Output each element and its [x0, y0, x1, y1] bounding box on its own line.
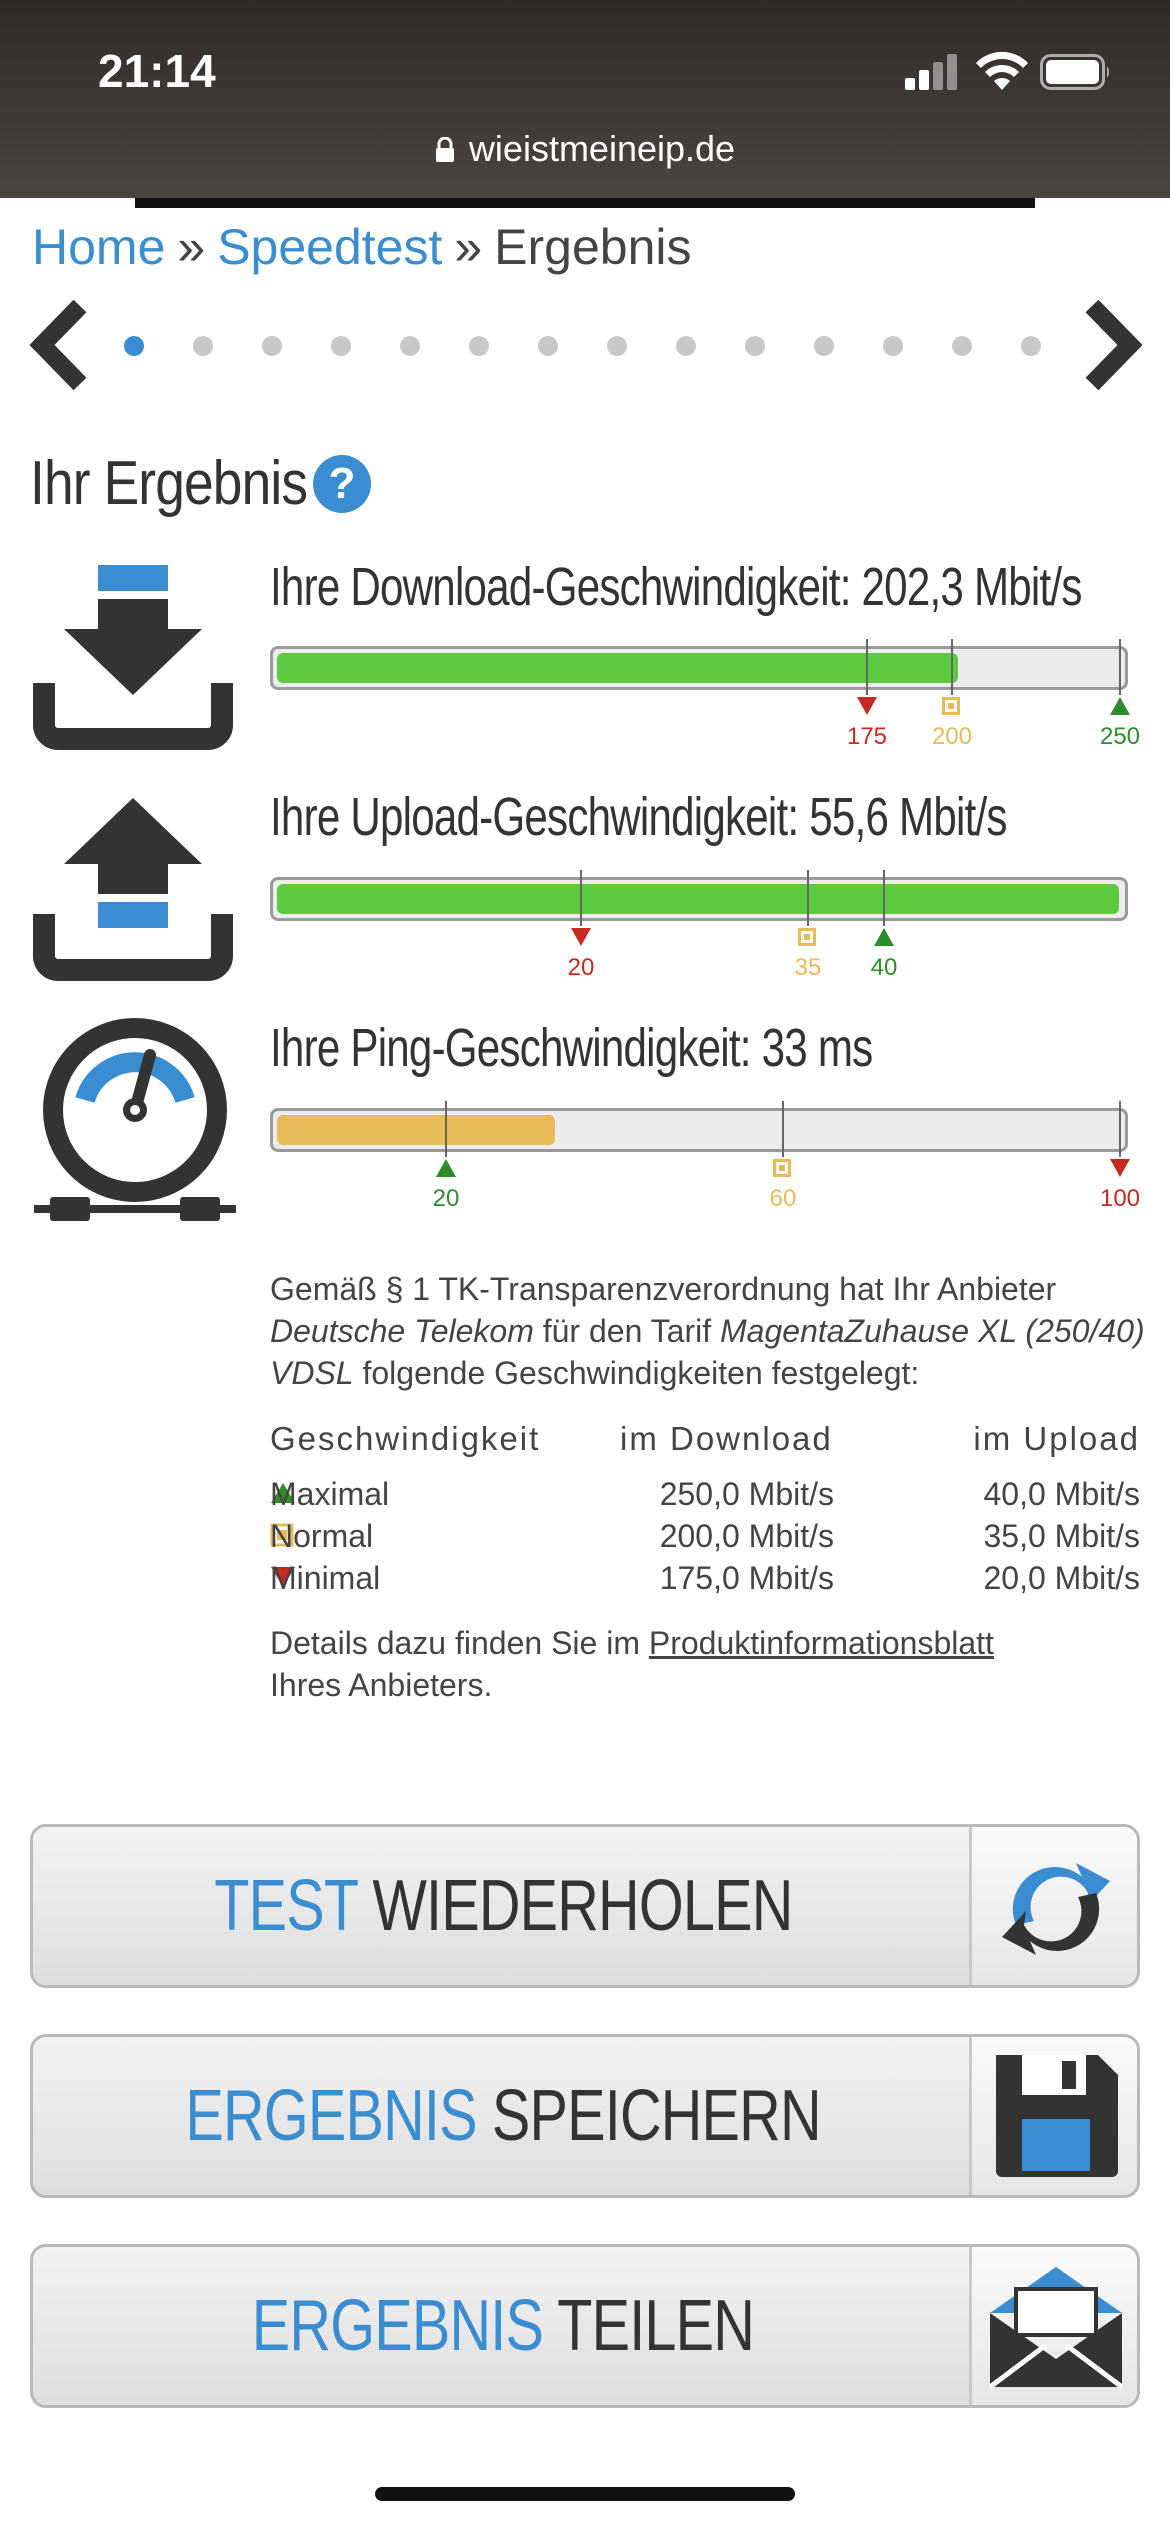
- table-header-download: im Download: [620, 1420, 833, 1457]
- carousel-dot[interactable]: [1021, 336, 1041, 356]
- share-result-label-blue: ERGEBNIS: [251, 2286, 544, 2366]
- repeat-test-label: [33, 1827, 973, 1985]
- wifi-icon: [975, 50, 1029, 92]
- breadcrumb-current: Ergebnis: [494, 219, 692, 275]
- bar-tick: [807, 870, 809, 926]
- upload-speed-title: Ihre Upload-Geschwindigkeit: 55,6 Mbit/s: [270, 787, 1007, 847]
- minimum-marker: [571, 928, 591, 946]
- upload-speed-fill: [277, 884, 1119, 914]
- bar-tick: [580, 870, 582, 926]
- table-cell-upload: 40,0 Mbit/s: [983, 1476, 1140, 1512]
- save-result-label: [33, 2037, 973, 2195]
- details-prefix: Details dazu finden Sie im: [270, 1625, 649, 1661]
- header-divider: [135, 198, 1035, 208]
- breadcrumb: [32, 218, 692, 276]
- battery-icon: [1040, 54, 1112, 90]
- save-result-label-dark: SPEICHERN: [476, 2076, 821, 2156]
- repeat-test-label-blue: TEST: [213, 1866, 357, 1946]
- normal-marker: [942, 697, 960, 715]
- url-text: wieistmeineip.de: [468, 128, 736, 169]
- marker-label: 100: [1099, 1185, 1141, 1212]
- table-cell-label: Normal: [270, 1518, 374, 1554]
- info-tariff-suffix: folgende Geschwindigkeiten festgelegt:: [353, 1355, 920, 1391]
- info-intro: Gemäß § 1 TK-Transparenzverordnung hat Ihr Anbieter: [270, 1271, 1057, 1307]
- marker-label: 250: [1099, 723, 1141, 750]
- breadcrumb-speedtest-link[interactable]: Speedtest: [217, 219, 443, 275]
- table-row-minimal: [270, 1560, 1140, 1602]
- download-speed-title: Ihre Download-Geschwindigkeit: 202,3 Mbit/s: [270, 557, 1082, 617]
- refresh-icon-box: [969, 1827, 1137, 1985]
- maximum-marker: [1110, 697, 1130, 715]
- bar-tick: [866, 639, 868, 695]
- lock-icon: [435, 130, 455, 156]
- bar-tick: [1119, 639, 1121, 695]
- envelope-icon: [986, 2261, 1126, 2391]
- table-cell-upload: 35,0 Mbit/s: [983, 1518, 1140, 1554]
- cellular-signal-icon: [905, 54, 959, 90]
- minimum-marker: [857, 697, 877, 715]
- carousel-dot[interactable]: [814, 336, 834, 356]
- ping-speed-bar: [270, 1108, 1141, 1212]
- maximum-marker: [436, 1159, 456, 1177]
- carousel-dot[interactable]: [538, 336, 558, 356]
- marker-label: 35: [794, 954, 822, 981]
- upload-speed-bar: [270, 877, 1128, 981]
- marker-label: 175: [846, 723, 888, 750]
- carousel-dot[interactable]: [952, 336, 972, 356]
- page-title: Ihr Ergebnis: [30, 449, 308, 518]
- provider-name: Deutsche Telekom: [270, 1313, 534, 1349]
- table-cell-label: Maximal: [270, 1476, 390, 1512]
- help-icon[interactable]: ?: [313, 455, 371, 513]
- details-text: [270, 1622, 1140, 1706]
- table-cell-download: 175,0 Mbit/s: [659, 1560, 834, 1596]
- download-icon: [30, 555, 240, 765]
- carousel-dot[interactable]: [607, 336, 627, 356]
- carousel-dot[interactable]: [400, 336, 420, 356]
- download-speed-fill: [277, 653, 958, 683]
- share-result-label-dark: TEILEN: [543, 2286, 755, 2366]
- breadcrumb-separator: »: [177, 219, 206, 275]
- repeat-test-button[interactable]: [30, 1824, 1140, 1988]
- carousel-dot[interactable]: [124, 336, 144, 356]
- bar-tick: [951, 639, 953, 695]
- save-result-button[interactable]: [30, 2034, 1140, 2198]
- floppy-disk-icon: [986, 2051, 1126, 2181]
- ping-speed-fill: [277, 1115, 555, 1145]
- table-cell-label: Minimal: [270, 1560, 381, 1596]
- share-result-button[interactable]: [30, 2244, 1140, 2408]
- status-bar: [0, 0, 1170, 198]
- marker-label: 200: [931, 723, 973, 750]
- normal-marker: [798, 928, 816, 946]
- download-speed-bar: [270, 646, 1141, 750]
- share-result-label: [33, 2247, 973, 2405]
- speedometer-icon: [30, 1015, 240, 1225]
- breadcrumb-home-link[interactable]: Home: [32, 219, 166, 275]
- table-header-speed: Geschwindigkeit: [270, 1420, 541, 1457]
- carousel-dot[interactable]: [883, 336, 903, 356]
- table-cell-download: 200,0 Mbit/s: [659, 1518, 834, 1554]
- carousel-dot[interactable]: [469, 336, 489, 356]
- bar-tick: [782, 1101, 784, 1157]
- marker-label: 20: [432, 1185, 460, 1212]
- product-info-link[interactable]: Produktinformationsblatt: [648, 1625, 994, 1661]
- table-header-upload: im Upload: [973, 1420, 1140, 1457]
- carousel-dot[interactable]: [262, 336, 282, 356]
- bar-tick: [445, 1101, 447, 1157]
- carousel-dot[interactable]: [745, 336, 765, 356]
- ping-speed-title: Ihre Ping-Geschwindigkeit: 33 ms: [270, 1018, 873, 1078]
- info-tariff-prefix: für den Tarif: [533, 1313, 721, 1349]
- normal-marker: [773, 1159, 791, 1177]
- table-row-normal: [270, 1518, 1140, 1560]
- carousel-dots: [124, 336, 1054, 356]
- save-result-label-blue: ERGEBNIS: [185, 2076, 477, 2156]
- refresh-icon: [986, 1841, 1126, 1971]
- details-suffix: Ihres Anbieters.: [270, 1667, 493, 1703]
- chevron-right-icon[interactable]: [1074, 300, 1144, 390]
- tariff-name: MagentaZuhause XL (250/40) VDSL: [270, 1313, 1145, 1391]
- tariff-info-text: [270, 1268, 1150, 1394]
- minimum-marker: [1110, 1159, 1130, 1177]
- breadcrumb-separator: »: [454, 219, 483, 275]
- carousel-dot[interactable]: [676, 336, 696, 356]
- upload-icon: [30, 786, 240, 996]
- url-bar[interactable]: [0, 128, 1170, 170]
- save-icon-box: [969, 2037, 1137, 2195]
- marker-label: 60: [769, 1185, 797, 1212]
- bar-tick: [883, 870, 885, 926]
- carousel-dot[interactable]: [331, 336, 351, 356]
- maximum-marker: [874, 928, 894, 946]
- marker-label: 40: [870, 954, 898, 981]
- table-cell-download: 250,0 Mbit/s: [659, 1476, 834, 1512]
- carousel-dot[interactable]: [193, 336, 213, 356]
- share-icon-box: [969, 2247, 1137, 2405]
- repeat-test-label-dark: WIEDERHOLEN: [356, 1866, 793, 1946]
- bar-tick: [1119, 1101, 1121, 1157]
- chevron-left-icon[interactable]: [28, 300, 98, 390]
- table-row-maximal: [270, 1476, 1140, 1518]
- table-cell-upload: 20,0 Mbit/s: [983, 1560, 1140, 1596]
- home-indicator[interactable]: [375, 2487, 795, 2501]
- status-time: 21:14: [98, 45, 216, 97]
- marker-label: 20: [567, 954, 595, 981]
